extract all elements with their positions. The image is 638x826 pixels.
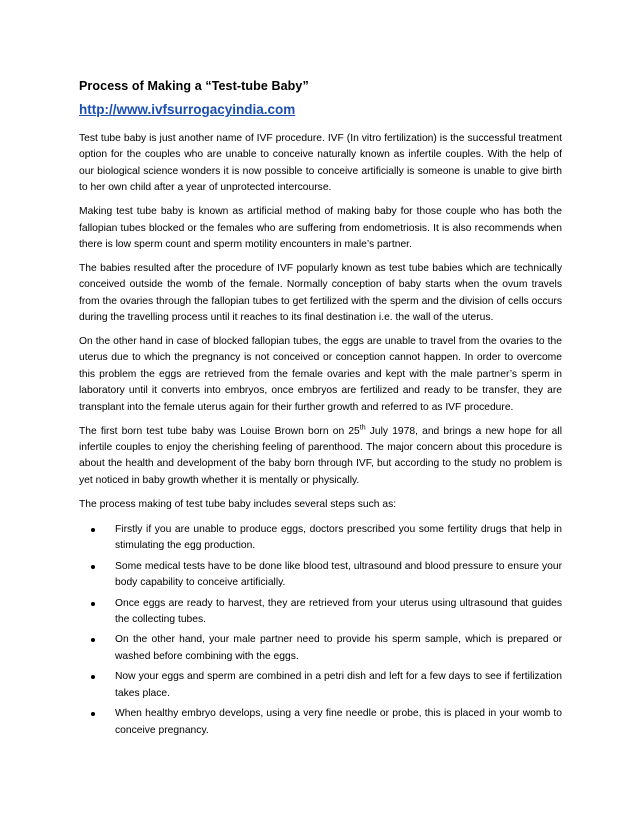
step-text: On the other hand, your male partner need to provide his sperm sample, which is prepared or washed before combining with the eggs. [115, 634, 562, 662]
paragraph-method: Making test tube baby is known as artificial method of making baby for those couple who has both the fallopian tubes blocked or the females who are suffering from endometriosis. It is also recommends when there is low sperm count and sperm motility encounters in male’s partner. [79, 206, 562, 250]
bullet-icon [91, 565, 95, 569]
paragraph-conception: The babies resulted after the procedure of IVF popularly known as test tube babies which are technically conceived outside the womb of the female. Normally conception of baby starts when the ovum travels from the ovaries through the fallopian tubes to get fertilized with the sperm and the division of cells occurs during the travelling process until it reaches to its final destination i.e. the wall of the uterus. [79, 262, 562, 324]
paragraph-first-baby [79, 424, 562, 490]
step-text: Now your eggs and sperm are combined in a petri dish and left for a few days to see if fertilization takes place. [115, 671, 562, 699]
steps-list [79, 522, 562, 739]
first-baby-text-start: The first born test tube baby was Louise Brown born on 25 [79, 425, 360, 437]
bullet-icon [91, 602, 95, 606]
step-text: Firstly if you are unable to produce eggs, doctors prescribed you some fertility drugs that help in stimulating the egg production. [115, 524, 562, 552]
step-text: Some medical tests have to be done like blood test, ultrasound and blood pressure to ensure your body capability to conceive artificially. [115, 560, 562, 589]
list-item [79, 596, 562, 629]
document-page [79, 78, 562, 743]
bullet-icon [91, 712, 95, 716]
website-link[interactable]: http://www.ivfsurrogacyindia.com [79, 102, 296, 117]
list-item [79, 632, 562, 665]
bullet-icon [91, 638, 95, 642]
bullet-icon [91, 675, 95, 679]
paragraph-blocked-tubes: On the other hand in case of blocked fallopian tubes, the eggs are unable to travel from the ovaries to the uterus due to which the pregnancy is not conceived or conception cannot happen. In order to overcome this problem the eggs are retrieved from the female ovaries and kept with the male partner’s sperm in laboratory until it converts into embryos, once embryos are fertilized and ready to be transfer, they are transplant into the female uterus again for their further growth and referred to as IVF procedure. [79, 335, 562, 413]
step-text: When healthy embryo develops, using a very fine needle or probe, this is placed in your womb to conceive pregnancy. [115, 708, 562, 736]
first-baby-text-end: July 1978, and brings a new hope for all infertile couples to enjoy the cherishing feeling of parenthood. The major concern about this procedure is about the health and development of the baby born through IVF, but according to the study no problem is yet noticed in baby growth whether it is mentally or physically. [79, 425, 562, 486]
bullet-icon [91, 528, 95, 532]
step-text: Once eggs are ready to harvest, they are retrieved from your uterus using ultrasound that guides the collecting tubes. [115, 597, 562, 626]
paragraph-intro: Test tube baby is just another name of IVF procedure. IVF (In vitro fertilization) is the successful treatment option for the couples who are unable to conceive naturally known as infertile couples. With the help of our biological science wonders it is now possible to conceive artificially is someone is unable to give birth to her own child after a year of unprotected intercourse. [79, 133, 562, 194]
list-item [79, 669, 562, 702]
ordinal-suffix: th [359, 424, 366, 432]
document-title: Process of Making a “Test-tube Baby” [79, 79, 309, 93]
list-item [79, 706, 562, 739]
steps-intro: The process making of test tube baby includes several steps such as: [79, 498, 397, 510]
list-item [79, 522, 562, 555]
list-item [79, 559, 562, 592]
